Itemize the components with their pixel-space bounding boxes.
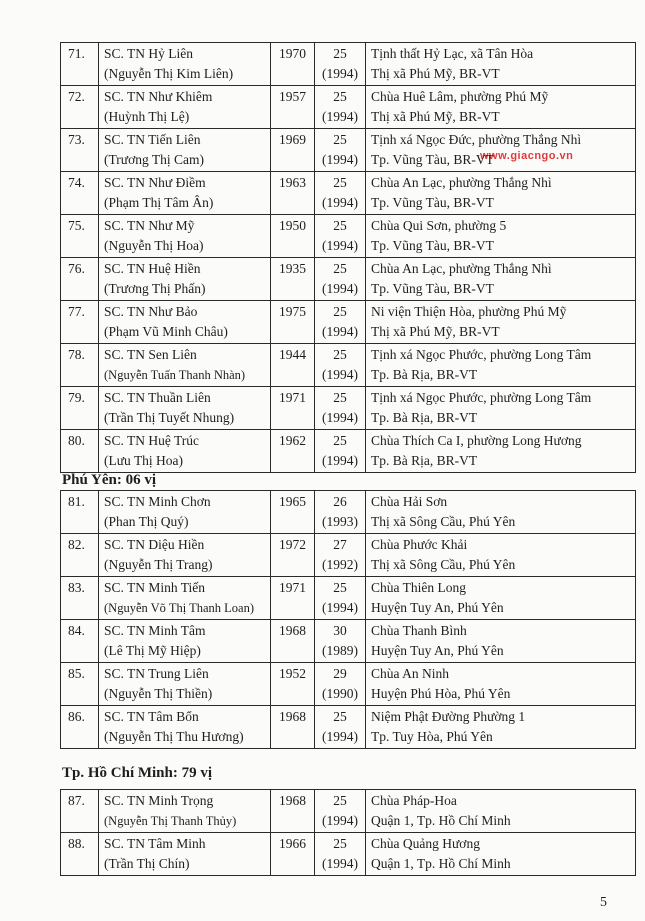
birth-year: 1968 (279, 709, 306, 724)
birth-year-cell (271, 491, 315, 534)
ordination-cell (315, 706, 366, 749)
row-number: 79. (68, 390, 85, 405)
lay-name: (Nguyễn Thị Trang) (104, 557, 213, 572)
ordination-year: (1994) (322, 324, 358, 339)
table-row (61, 577, 636, 620)
birth-year-cell (271, 387, 315, 430)
birth-year-cell (271, 344, 315, 387)
ordination-table-ba-ria-vung-tau (60, 42, 636, 473)
temple-name: Ni viện Thiện Hòa, phường Phú Mỹ (371, 304, 567, 319)
nun-name-cell (99, 577, 271, 620)
residence-cell (366, 790, 636, 833)
birth-year: 1970 (279, 46, 306, 61)
locality: Quận 1, Tp. Hồ Chí Minh (371, 813, 511, 828)
row-number: 78. (68, 347, 85, 362)
temple-name: Chùa An Ninh (371, 666, 450, 681)
lay-name: (Phạm Thị Tâm Ân) (104, 195, 214, 210)
dharma-title: SC. TN Sen Liên (104, 347, 197, 362)
temple-name: Chùa Thanh Bình (371, 623, 467, 638)
nun-name-cell (99, 620, 271, 663)
birth-year: 1957 (279, 89, 306, 104)
row-number: 75. (68, 218, 85, 233)
birth-year: 1968 (279, 793, 306, 808)
residence-cell (366, 86, 636, 129)
ordination-count: 25 (333, 89, 347, 104)
ordination-year: (1994) (322, 453, 358, 468)
nun-name-cell (99, 129, 271, 172)
lay-name: (Trần Thị Tuyết Nhung) (104, 410, 235, 425)
temple-name: Chùa Huê Lâm, phường Phú Mỹ (371, 89, 549, 104)
table-row (61, 344, 636, 387)
temple-name: Chùa Thích Ca I, phường Long Hương (371, 433, 582, 448)
ordination-cell (315, 663, 366, 706)
nun-name-cell (99, 387, 271, 430)
ordination-count: 25 (333, 709, 347, 724)
ordination-count: 27 (333, 537, 347, 552)
table-row (61, 129, 636, 172)
residence-cell (366, 387, 636, 430)
birth-year-cell (271, 43, 315, 86)
ordination-year: (1994) (322, 238, 358, 253)
table-row (61, 258, 636, 301)
ordination-year: (1992) (322, 557, 358, 572)
residence-cell (366, 172, 636, 215)
lay-name: (Nguyễn Tuấn Thanh Nhàn) (104, 368, 246, 382)
lay-name: (Lê Thị Mỹ Hiệp) (104, 643, 201, 658)
row-number: 83. (68, 580, 85, 595)
ordination-count: 25 (333, 218, 347, 233)
row-number: 76. (68, 261, 85, 276)
birth-year: 1965 (279, 494, 306, 509)
table-row (61, 301, 636, 344)
ordination-count: 25 (333, 304, 347, 319)
birth-year: 1966 (279, 836, 306, 851)
page-number: 5 (600, 895, 607, 910)
ordination-count: 25 (333, 132, 347, 147)
table-row (61, 172, 636, 215)
nun-name-cell (99, 706, 271, 749)
locality: Huyện Phú Hòa, Phú Yên (371, 686, 511, 701)
row-number-cell (61, 430, 99, 473)
table-row (61, 387, 636, 430)
row-number-cell (61, 387, 99, 430)
row-number-cell (61, 344, 99, 387)
ordination-count: 25 (333, 347, 347, 362)
locality: Tp. Vũng Tàu, BR-VT (371, 195, 494, 210)
temple-name: Chùa Phước Khải (371, 537, 468, 552)
ordination-count: 25 (333, 390, 347, 405)
birth-year-cell (271, 301, 315, 344)
ordination-count: 25 (333, 175, 347, 190)
row-number-cell (61, 706, 99, 749)
temple-name: Tịnh xá Ngọc Phước, phường Long Tâm (371, 347, 592, 362)
table-row (61, 215, 636, 258)
birth-year-cell (271, 172, 315, 215)
ordination-cell (315, 301, 366, 344)
lay-name: (Nguyễn Thị Thiền) (104, 686, 213, 701)
row-number-cell (61, 215, 99, 258)
birth-year: 1963 (279, 175, 306, 190)
nun-name-cell (99, 534, 271, 577)
ordination-cell (315, 86, 366, 129)
birth-year: 1968 (279, 623, 306, 638)
residence-cell (366, 833, 636, 876)
ordination-year: (1994) (322, 195, 358, 210)
row-number: 82. (68, 537, 85, 552)
nun-name-cell (99, 833, 271, 876)
lay-name: (Lưu Thị Hoa) (104, 453, 184, 468)
locality: Tp. Vũng Tàu, BR-VT (371, 152, 494, 167)
ordination-cell (315, 129, 366, 172)
birth-year: 1935 (279, 261, 306, 276)
residence-cell (366, 43, 636, 86)
ordination-cell (315, 215, 366, 258)
birth-year-cell (271, 86, 315, 129)
ordination-count: 29 (333, 666, 347, 681)
ordination-cell (315, 172, 366, 215)
ordination-table-phu-yen (60, 490, 636, 749)
ordination-year: (1994) (322, 856, 358, 871)
row-number: 86. (68, 709, 85, 724)
row-number: 72. (68, 89, 85, 104)
temple-name: Chùa Thiên Long (371, 580, 466, 595)
locality: Tp. Vũng Tàu, BR-VT (371, 238, 494, 253)
residence-cell (366, 258, 636, 301)
birth-year: 1969 (279, 132, 306, 147)
row-number-cell (61, 790, 99, 833)
nun-name-cell (99, 790, 271, 833)
ordination-count: 25 (333, 261, 347, 276)
lay-name: (Trương Thị Phấn) (104, 281, 206, 296)
dharma-title: SC. TN Huệ Hiền (104, 261, 201, 276)
row-number-cell (61, 301, 99, 344)
nun-name-cell (99, 258, 271, 301)
ordination-table-ho-chi-minh (60, 789, 636, 876)
ordination-year: (1994) (322, 367, 358, 382)
ordination-year: (1990) (322, 686, 358, 701)
ordination-cell (315, 430, 366, 473)
temple-name: Tịnh xá Ngọc Đức, phường Thắng Nhì (371, 132, 582, 147)
row-number-cell (61, 577, 99, 620)
temple-name: Tịnh thất Hỷ Lạc, xã Tân Hòa (371, 46, 534, 61)
row-number-cell (61, 258, 99, 301)
section-heading-ho-chi-minh: Tp. Hồ Chí Minh: 79 vị (62, 765, 213, 781)
watermark: www.giacngo.vn (480, 150, 574, 162)
ordination-cell (315, 833, 366, 876)
lay-name: (Nguyễn Thị Thanh Thủy) (104, 814, 237, 828)
residence-cell (366, 620, 636, 663)
birth-year-cell (271, 258, 315, 301)
lay-name: (Nguyễn Thị Thu Hương) (104, 729, 244, 744)
temple-name: Chùa Hải Sơn (371, 494, 448, 509)
locality: Huyện Tuy An, Phú Yên (371, 600, 504, 615)
row-number: 84. (68, 623, 85, 638)
temple-name: Tịnh xá Ngọc Phước, phường Long Tâm (371, 390, 592, 405)
residence-cell (366, 344, 636, 387)
ordination-count: 26 (333, 494, 347, 509)
table-row (61, 706, 636, 749)
ordination-cell (315, 790, 366, 833)
dharma-title: SC. TN Minh Tâm (104, 623, 206, 638)
nun-name-cell (99, 344, 271, 387)
ordination-year: (1993) (322, 514, 358, 529)
locality: Quận 1, Tp. Hồ Chí Minh (371, 856, 511, 871)
nun-name-cell (99, 491, 271, 534)
nun-name-cell (99, 215, 271, 258)
locality: Thị xã Sông Cầu, Phú Yên (371, 514, 516, 529)
row-number: 87. (68, 793, 85, 808)
dharma-title: SC. TN Minh Trọng (104, 793, 214, 808)
locality: Huyện Tuy An, Phú Yên (371, 643, 504, 658)
row-number: 73. (68, 132, 85, 147)
row-number: 74. (68, 175, 85, 190)
lay-name: (Phan Thị Quý) (104, 514, 189, 529)
lay-name: (Nguyễn Thị Kim Liên) (104, 66, 234, 81)
ordination-cell (315, 534, 366, 577)
residence-cell (366, 663, 636, 706)
dharma-title: SC. TN Như Bảo (104, 304, 198, 319)
nun-name-cell (99, 172, 271, 215)
lay-name: (Trương Thị Cam) (104, 152, 204, 167)
table-row (61, 86, 636, 129)
dharma-title: SC. TN Như Mỹ (104, 218, 195, 233)
birth-year: 1975 (279, 304, 306, 319)
locality: Thị xã Phú Mỹ, BR-VT (371, 324, 500, 339)
birth-year-cell (271, 430, 315, 473)
ordination-cell (315, 620, 366, 663)
dharma-title: SC. TN Thuần Liên (104, 390, 211, 405)
lay-name: (Trần Thị Chín) (104, 856, 190, 871)
dharma-title: SC. TN Minh Tiến (104, 580, 206, 595)
dharma-title: SC. TN Huệ Trúc (104, 433, 200, 448)
residence-cell (366, 430, 636, 473)
dharma-title: SC. TN Tâm Bổn (104, 709, 199, 724)
row-number: 80. (68, 433, 85, 448)
birth-year-cell (271, 215, 315, 258)
dharma-title: SC. TN Tâm Minh (104, 836, 206, 851)
residence-cell (366, 301, 636, 344)
row-number-cell (61, 129, 99, 172)
dharma-title: SC. TN Hỷ Liên (104, 46, 194, 61)
temple-name: Chùa An Lạc, phường Thắng Nhì (371, 261, 552, 276)
row-number: 77. (68, 304, 85, 319)
ordination-year: (1994) (322, 66, 358, 81)
dharma-title: SC. TN Như Khiêm (104, 89, 213, 104)
ordination-year: (1994) (322, 281, 358, 296)
ordination-year: (1994) (322, 600, 358, 615)
lay-name: (Nguyễn Thị Hoa) (104, 238, 204, 253)
nun-name-cell (99, 86, 271, 129)
nun-name-cell (99, 663, 271, 706)
residence-cell (366, 534, 636, 577)
nun-name-cell (99, 43, 271, 86)
birth-year: 1971 (279, 580, 306, 595)
dharma-title: SC. TN Minh Chơn (104, 494, 211, 509)
ordination-cell (315, 491, 366, 534)
ordination-count: 25 (333, 580, 347, 595)
lay-name: (Phạm Vũ Minh Châu) (104, 324, 228, 339)
ordination-year: (1994) (322, 813, 358, 828)
dharma-title: SC. TN Diệu Hiền (104, 537, 205, 552)
residence-cell (366, 706, 636, 749)
row-number-cell (61, 620, 99, 663)
ordination-count: 30 (333, 623, 347, 638)
row-number-cell (61, 833, 99, 876)
locality: Thị xã Sông Cầu, Phú Yên (371, 557, 516, 572)
section-heading-phu-yen: Phú Yên: 06 vị (62, 472, 157, 488)
table-row (61, 663, 636, 706)
birth-year-cell (271, 534, 315, 577)
row-number-cell (61, 491, 99, 534)
residence-cell (366, 491, 636, 534)
residence-cell (366, 577, 636, 620)
table-row (61, 491, 636, 534)
table-row (61, 430, 636, 473)
row-number: 81. (68, 494, 85, 509)
ordination-count: 25 (333, 836, 347, 851)
birth-year: 1972 (279, 537, 306, 552)
dharma-title: SC. TN Như Điềm (104, 175, 206, 190)
temple-name: Chùa Pháp-Hoa (371, 793, 457, 808)
row-number: 71. (68, 46, 85, 61)
ordination-year: (1994) (322, 410, 358, 425)
locality: Tp. Bà Rịa, BR-VT (371, 410, 478, 425)
table-row (61, 534, 636, 577)
row-number-cell (61, 172, 99, 215)
locality: Tp. Tuy Hòa, Phú Yên (371, 729, 493, 744)
locality: Thị xã Phú Mỹ, BR-VT (371, 109, 500, 124)
dharma-title: SC. TN Trung Liên (104, 666, 209, 681)
birth-year: 1971 (279, 390, 306, 405)
temple-name: Chùa An Lạc, phường Thắng Nhì (371, 175, 552, 190)
ordination-year: (1989) (322, 643, 358, 658)
residence-cell (366, 129, 636, 172)
row-number-cell (61, 43, 99, 86)
lay-name: (Huỳnh Thị Lệ) (104, 109, 190, 124)
nun-name-cell (99, 430, 271, 473)
locality: Tp. Bà Rịa, BR-VT (371, 367, 478, 382)
nun-name-cell (99, 301, 271, 344)
ordination-year: (1994) (322, 109, 358, 124)
ordination-year: (1994) (322, 729, 358, 744)
temple-name: Chùa Qui Sơn, phường 5 (371, 218, 507, 233)
table-row (61, 620, 636, 663)
ordination-cell (315, 387, 366, 430)
table-row (61, 833, 636, 876)
ordination-year: (1994) (322, 152, 358, 167)
dharma-title: SC. TN Tiến Liên (104, 132, 201, 147)
ordination-cell (315, 258, 366, 301)
birth-year-cell (271, 663, 315, 706)
row-number-cell (61, 534, 99, 577)
ordination-count: 25 (333, 46, 347, 61)
table-row (61, 790, 636, 833)
locality: Tp. Vũng Tàu, BR-VT (371, 281, 494, 296)
lay-name: (Nguyễn Võ Thị Thanh Loan) (104, 601, 254, 615)
temple-name: Chùa Quảng Hương (371, 836, 480, 851)
ordination-count: 25 (333, 433, 347, 448)
row-number: 85. (68, 666, 85, 681)
ordination-cell (315, 344, 366, 387)
table-row (61, 43, 636, 86)
row-number-cell (61, 663, 99, 706)
ordination-cell (315, 43, 366, 86)
birth-year: 1952 (279, 666, 306, 681)
row-number-cell (61, 86, 99, 129)
birth-year-cell (271, 577, 315, 620)
locality: Thị xã Phú Mỹ, BR-VT (371, 66, 500, 81)
ordination-count: 25 (333, 793, 347, 808)
birth-year: 1962 (279, 433, 306, 448)
birth-year-cell (271, 620, 315, 663)
birth-year: 1944 (279, 347, 306, 362)
temple-name: Niệm Phật Đường Phường 1 (371, 709, 526, 724)
row-number: 88. (68, 836, 85, 851)
ordination-cell (315, 577, 366, 620)
birth-year-cell (271, 129, 315, 172)
residence-cell (366, 215, 636, 258)
birth-year-cell (271, 833, 315, 876)
birth-year-cell (271, 706, 315, 749)
locality: Tp. Bà Rịa, BR-VT (371, 453, 478, 468)
birth-year: 1950 (279, 218, 306, 233)
birth-year-cell (271, 790, 315, 833)
